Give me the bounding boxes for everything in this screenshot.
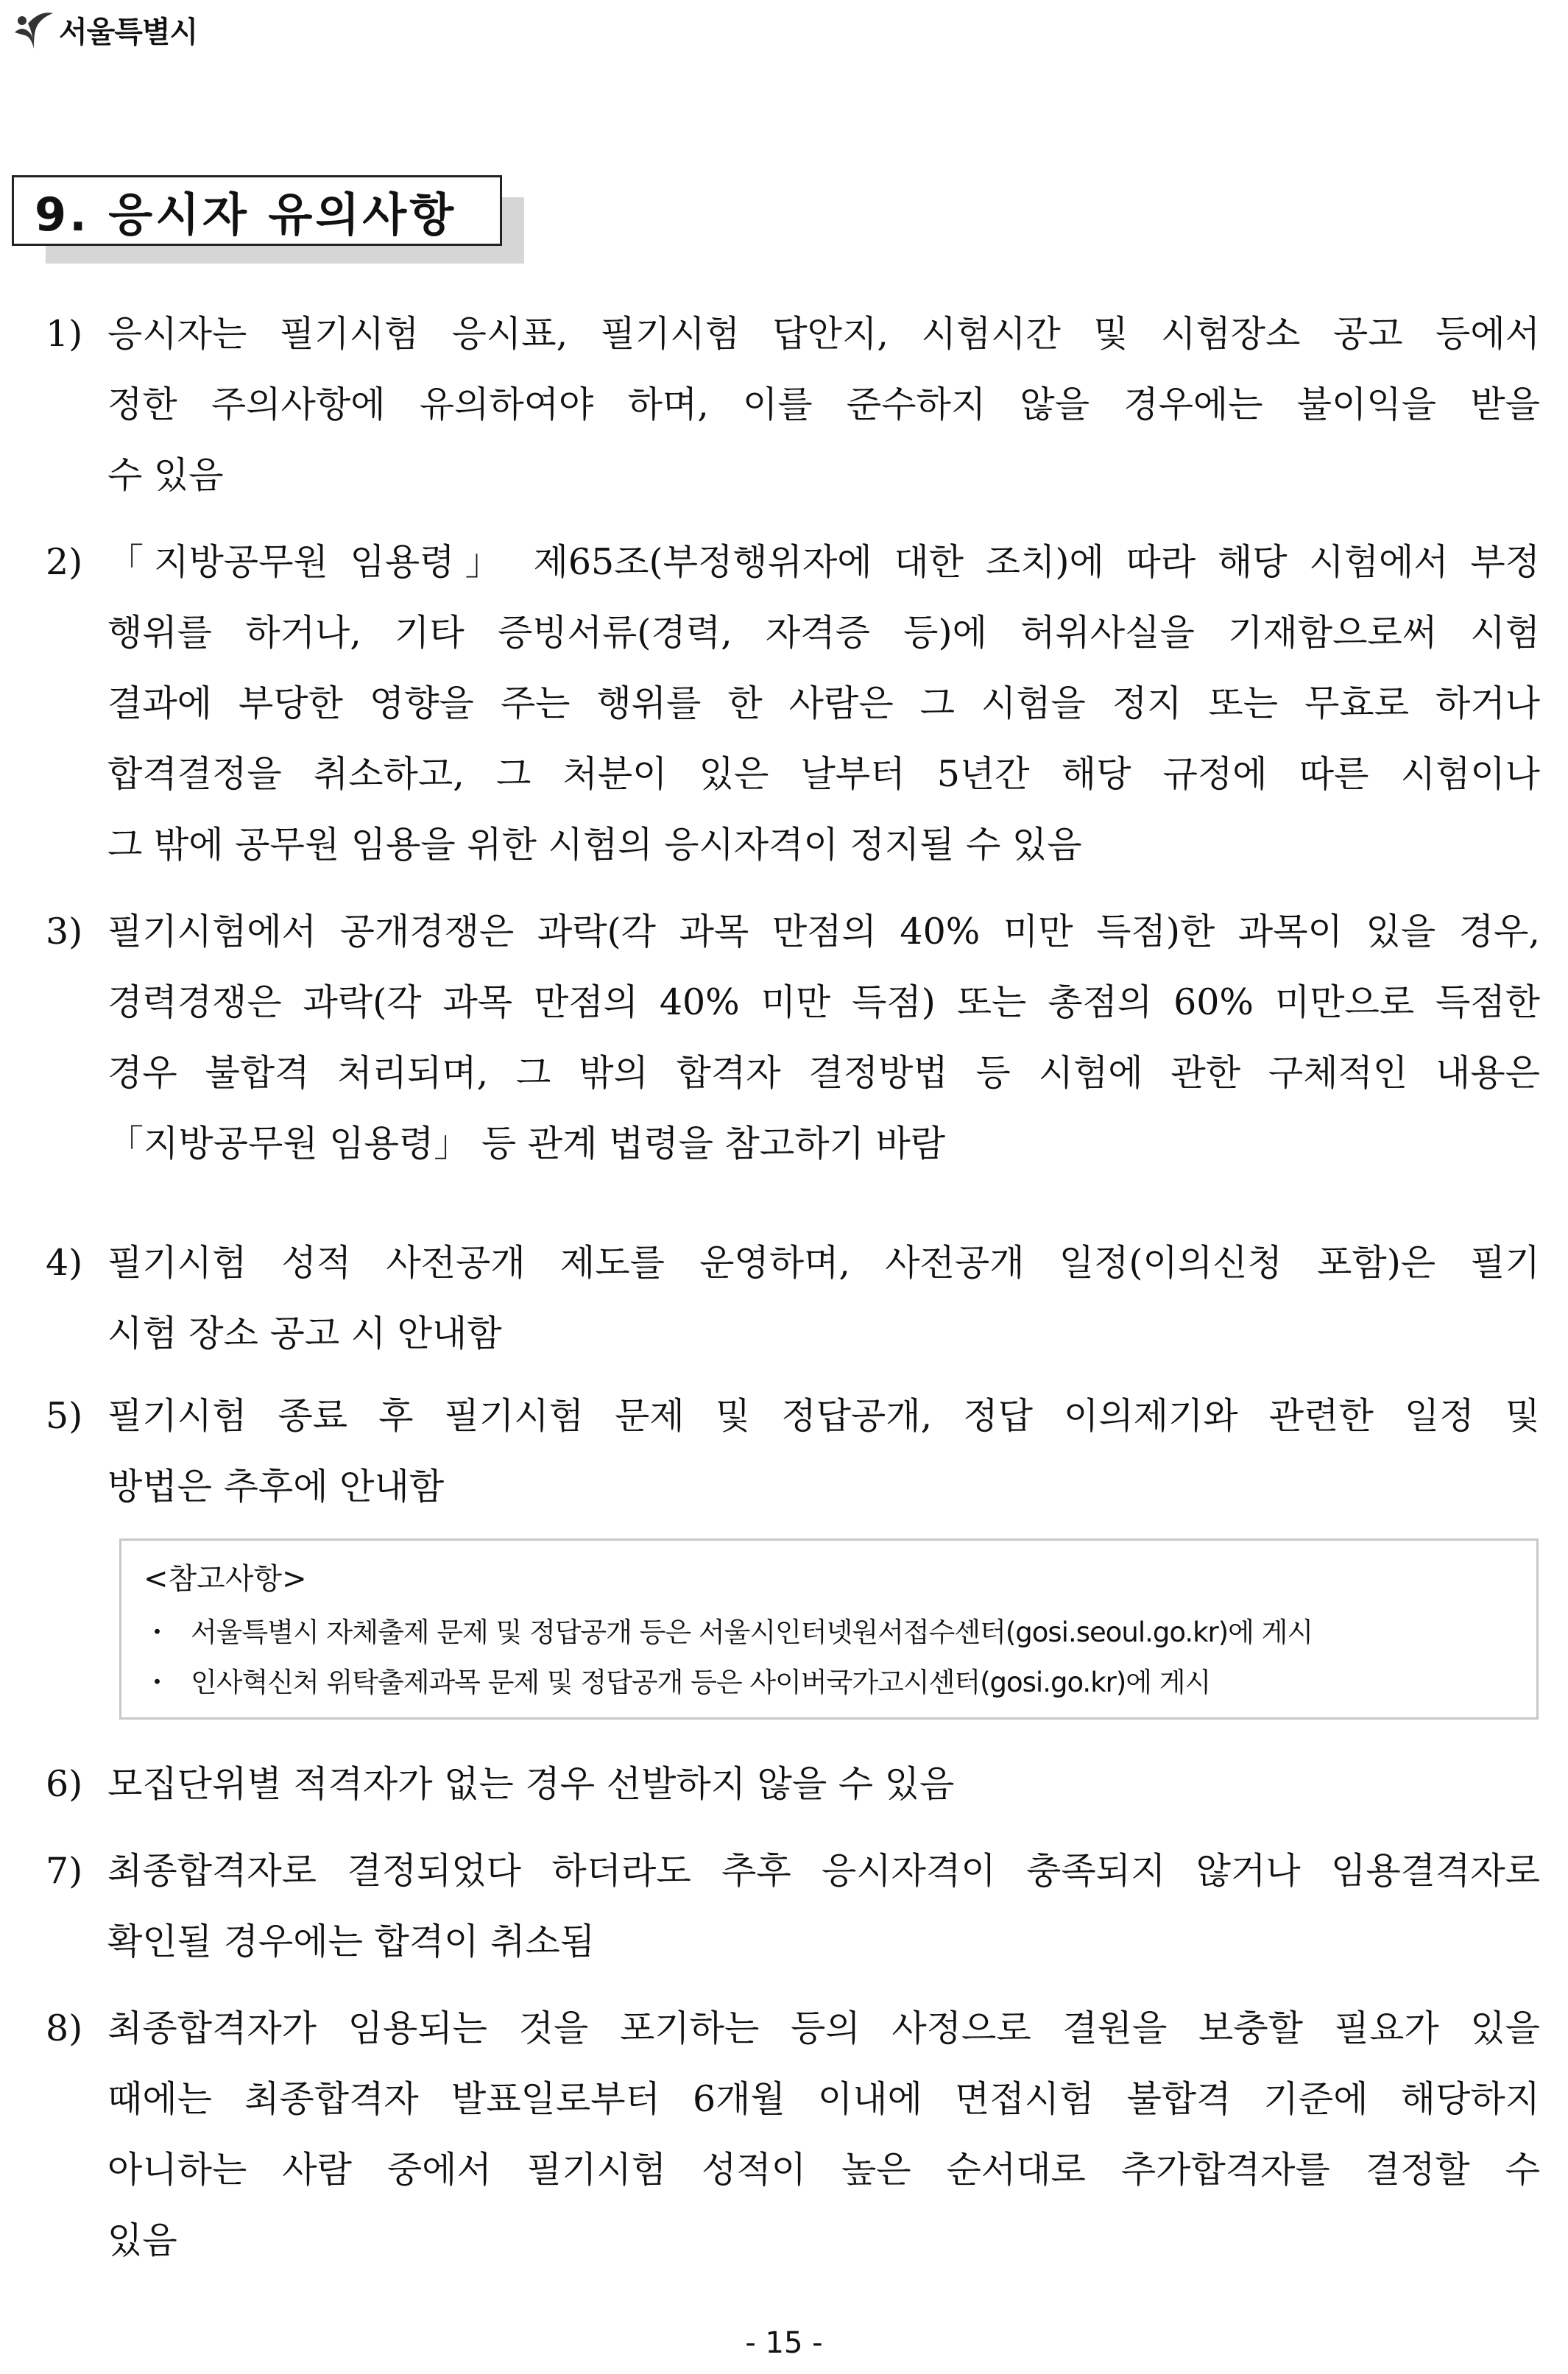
page-number: - 15 -: [745, 2326, 823, 2360]
item-number: 5): [46, 1395, 83, 1437]
item-line: 시험 장소 공고 시 안내함: [107, 1313, 502, 1354]
item-line: 그 밖에 공무원 임용을 위한 시험의 응시자격이 정지될 수 있음: [107, 824, 1082, 866]
item-line: 아니하는 사람 중에서 필기시험 성적이 높은 순서대로 추가합격자를 결정할 수: [107, 2149, 1540, 2191]
reference-text: 서울특별시 자체출제 문제 및 정답공개 등은 서울시인터넷원서접수센터(gosi.seoul.go.kr)에 게시: [191, 1617, 1313, 1648]
item-line: 방법은 추후에 안내함: [107, 1466, 445, 1508]
seoul-logo: [12, 6, 197, 53]
reference-line: [144, 1660, 1210, 1700]
item-line: 모집단위별 적격자가 없는 경우 선발하지 않을 수 있음: [107, 1763, 955, 1805]
item-line: 경우 불합격 처리되며, 그 밖의 합격자 결정방법 등 시험에 관한 구체적인 내용은: [107, 1052, 1540, 1094]
reference-title: <참고사항>: [144, 1562, 307, 1596]
item-line: 경력경쟁은 과락(각 과목 만점의 40% 미만 득점) 또는 총점의 60% 미만으로 득점한: [107, 981, 1540, 1023]
item-line: 결과에 부당한 영향을 주는 행위를 한 사람은 그 시험을 정지 또는 무효로 하거나: [107, 682, 1540, 724]
item-number: 4): [46, 1242, 83, 1284]
item-line: 필기시험 성적 사전공개 제도를 운영하며, 사전공개 일정(이의신청 포함)은 필기: [107, 1242, 1540, 1284]
section-title-box: [12, 175, 502, 246]
item-line: 정한 주의사항에 유의하여야 하며, 이를 준수하지 않을 경우에는 불이익을 받을: [107, 384, 1540, 425]
reference-box: [119, 1538, 1539, 1720]
item-line: 행위를 하거나, 기타 증빙서류(경력, 자격증 등)에 허위사실을 기재함으로써 시험: [107, 612, 1540, 654]
item-line: 「지방공무원 임용령」 제65조(부정행위자에 대한 조치)에 따라 해당 시험에서 부정: [107, 541, 1540, 583]
item-number: 6): [46, 1763, 83, 1805]
item-line: 확인될 경우에는 합격이 취소됨: [107, 1921, 596, 1963]
item-line: 있음: [107, 2219, 177, 2261]
reference-text: 인사혁신처 위탁출제과목 문제 및 정답공개 등은 사이버국가고시센터(gosi.go.kr)에 게시: [191, 1667, 1211, 1698]
section-title: 9. 응시자 유의사항: [35, 187, 457, 241]
item-number: 1): [46, 313, 83, 355]
bullet: ・: [144, 1617, 170, 1648]
item-number: 7): [46, 1850, 83, 1892]
reference-line: [144, 1610, 1313, 1650]
item-line: 필기시험 종료 후 필기시험 문제 및 정답공개, 정답 이의제기와 관련한 일정 및: [107, 1395, 1540, 1437]
item-line: 합격결정을 취소하고, 그 처분이 있은 날부터 5년간 해당 규정에 따른 시험이나: [107, 753, 1540, 795]
item-line: 수 있음: [107, 454, 224, 496]
logo-text: 서울특별시: [59, 15, 198, 49]
item-line: 응시자는 필기시험 응시표, 필기시험 답안지, 시험시간 및 시험장소 공고 등에서: [107, 313, 1540, 355]
item-line: 「지방공무원 임용령」 등 관계 법령을 참고하기 바람: [107, 1123, 946, 1165]
item-number: 3): [46, 911, 83, 953]
item-number: 2): [46, 541, 83, 583]
item-number: 8): [46, 2007, 83, 2049]
item-line: 최종합격자로 결정되었다 하더라도 추후 응시자격이 충족되지 않거나 임용결격자로: [107, 1850, 1540, 1892]
item-line: 필기시험에서 공개경쟁은 과락(각 과목 만점의 40% 미만 득점)한 과목이 있을 경우,: [107, 911, 1540, 953]
seoul-emblem-icon: [12, 7, 56, 52]
bullet: ・: [144, 1667, 170, 1698]
item-line: 때에는 최종합격자 발표일로부터 6개월 이내에 면접시험 불합격 기준에 해당하지: [107, 2078, 1540, 2120]
item-line: 최종합격자가 임용되는 것을 포기하는 등의 사정으로 결원을 보충할 필요가 있을: [107, 2007, 1540, 2049]
